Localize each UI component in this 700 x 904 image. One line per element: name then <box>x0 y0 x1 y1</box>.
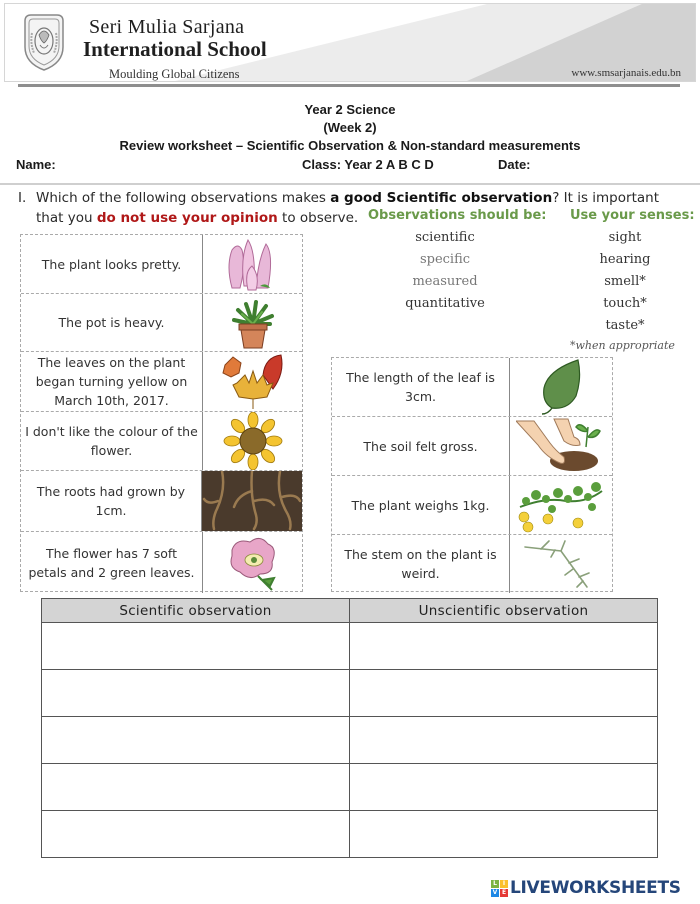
scientific-answer-input[interactable] <box>42 717 349 763</box>
school-motto: Moulding Global Citizens <box>109 67 240 81</box>
scientific-drop-cell[interactable] <box>42 717 350 764</box>
column-header-scientific: Scientific observation <box>42 599 350 623</box>
scientific-drop-cell[interactable] <box>42 670 350 717</box>
roots-in-soil-icon <box>202 471 302 531</box>
question-1: I. Which of the following observations makes a good Scientific observation? It is important that you do not use your opinion to observe. <box>18 190 659 226</box>
observation-card[interactable]: The length of the leaf is 3cm. <box>332 358 612 417</box>
sense-item: touch* <box>603 296 647 311</box>
scientific-answer-input[interactable] <box>42 764 349 810</box>
observation-item: quantitative <box>405 296 485 311</box>
observation-item: specific <box>419 252 471 267</box>
section-divider <box>0 183 700 185</box>
unscientific-answer-input[interactable] <box>350 764 657 810</box>
sorting-table <box>41 598 658 858</box>
scientific-drop-cell[interactable] <box>42 623 350 670</box>
liveworksheets-logo[interactable] <box>491 878 681 898</box>
observation-item: scientific <box>415 230 475 245</box>
question-emphasis: a good Scientific observation <box>330 190 553 206</box>
unscientific-drop-cell[interactable] <box>350 811 658 858</box>
sense-item: sight <box>608 230 642 245</box>
senses-list <box>580 227 670 337</box>
observations-heading: Observations should be: <box>368 208 547 223</box>
observation-card[interactable]: The plant weighs 1kg. <box>332 476 612 535</box>
liveworksheets-brand: LIVEWORKSHEETS <box>510 878 681 898</box>
observation-card[interactable]: The pot is heavy. <box>21 294 302 352</box>
senses-footnote: *when appropriate <box>570 339 675 352</box>
sense-item: smell* <box>604 274 646 289</box>
cards-right <box>331 357 613 592</box>
unscientific-drop-cell[interactable] <box>350 717 658 764</box>
unscientific-answer-input[interactable] <box>350 623 657 669</box>
name-label: Name: <box>16 157 56 172</box>
banner-divider <box>18 84 680 87</box>
observation-card[interactable]: The flower has 7 soft petals and 2 green leaves. <box>21 532 302 593</box>
autumn-leaves-icon <box>219 353 287 411</box>
table-row <box>42 717 658 764</box>
question-number: I. <box>18 190 27 206</box>
observation-card[interactable]: The plant looks pretty. <box>21 235 302 294</box>
unscientific-answer-input[interactable] <box>350 670 657 716</box>
class-label: Class: Year 2 A B C D <box>302 157 434 172</box>
unscientific-answer-input[interactable] <box>350 811 657 857</box>
bare-stem-icon <box>521 537 601 591</box>
worksheet-titles <box>0 101 700 155</box>
table-row <box>42 764 658 811</box>
scientific-drop-cell[interactable] <box>42 811 350 858</box>
cards-left <box>20 234 303 592</box>
scientific-answer-input[interactable] <box>42 670 349 716</box>
observation-card[interactable]: The leaves on the plant began turning yellow on March 10th, 2017. <box>21 352 302 412</box>
unscientific-drop-cell[interactable] <box>350 623 658 670</box>
school-crest-icon <box>19 11 69 73</box>
question-warning: do not use your opinion <box>96 210 278 226</box>
hands-in-soil-icon <box>516 417 606 475</box>
unscientific-drop-cell[interactable] <box>350 764 658 811</box>
observation-item: measured <box>412 274 478 289</box>
pink-flower-icon <box>224 534 282 592</box>
date-label: Date: <box>498 157 531 172</box>
worksheet-title: Review worksheet – Scientific Observation & Non-standard measurements <box>119 138 581 153</box>
table-row <box>42 670 658 717</box>
scientific-answer-input[interactable] <box>42 811 349 857</box>
observation-card[interactable]: The soil felt gross. <box>332 417 612 476</box>
green-leaf-icon <box>538 358 584 416</box>
column-header-unscientific: Unscientific observation <box>350 599 658 623</box>
observation-card[interactable]: I don't like the colour of the flower. <box>21 412 302 471</box>
liveworksheets-tiles-icon: L I V E <box>492 880 507 896</box>
week-title: (Week 2) <box>323 120 377 135</box>
senses-heading: Use your senses: <box>570 208 695 223</box>
observation-card[interactable]: The stem on the plant is weird. <box>332 535 612 593</box>
table-row <box>42 811 658 858</box>
potted-plant-icon <box>226 296 280 350</box>
sunflower-icon <box>223 412 283 470</box>
pink-caladium-leaves-icon <box>222 236 284 292</box>
scientific-answer-input[interactable] <box>42 623 349 669</box>
unscientific-drop-cell[interactable] <box>350 670 658 717</box>
subject-title: Year 2 Science <box>304 102 396 117</box>
school-website: www.smsarjanais.edu.bn <box>571 67 681 79</box>
scientific-drop-cell[interactable] <box>42 764 350 811</box>
observation-card[interactable]: The roots had grown by 1cm. <box>21 471 302 532</box>
flowering-vine-icon <box>516 477 606 533</box>
school-name: Seri Mulia Sarjana International School <box>83 16 267 61</box>
sense-item: taste* <box>605 318 645 333</box>
unscientific-answer-input[interactable] <box>350 717 657 763</box>
observations-list <box>395 227 495 315</box>
sense-item: hearing <box>599 252 651 267</box>
table-row <box>42 623 658 670</box>
school-banner <box>4 3 696 82</box>
